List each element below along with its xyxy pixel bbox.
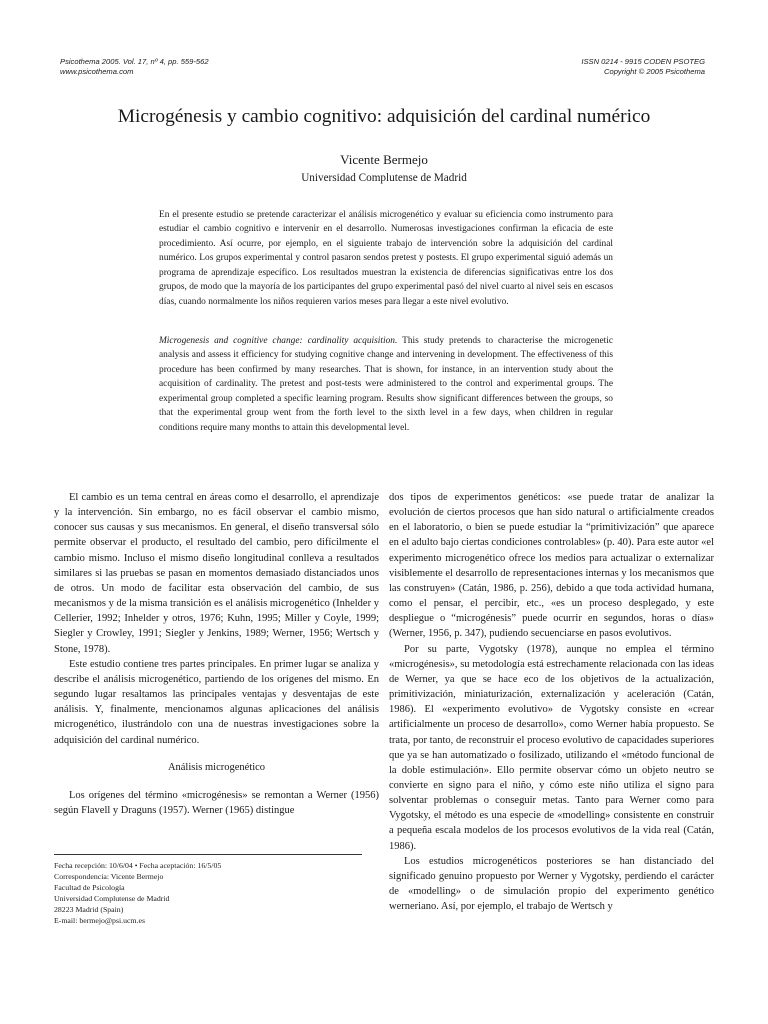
paragraph: Los estudios microgenéticos posteriores se han distanciado del significado genuino propuesto por Werner y Vygotsky, perdiendo el carácter de «modelling» o de simulación propio del experimento genético werneriano. Así, por ejemplo, el trabajo de Wertsch y (389, 855, 714, 913)
correspondence-line: Correspondencia: Vicente Bermejo (54, 871, 164, 881)
paragraph: Los orígenes del término «microgénesis» se remontan a Werner (1956) según Flavell y Draguns (1957). Werner (1965) distingue (54, 789, 379, 816)
paragraph: Este estudio contiene tres partes principales. En primer lugar se analiza y describe el análisis microgenético, partiendo de los orígenes del mismo. En segundo lugar resaltamos las principales ventajas y desventajas de este análisis. Y, finalmente, mencionamos algunas aplicaciones del análisis microgenético, ilustrándolo con una de nuestras investigaciones sobre la adquisición del cardinal numérico. (54, 658, 379, 746)
body-column-left (54, 490, 379, 818)
correspondence-footnote (54, 861, 221, 926)
journal-volume-info: Psicothema 2005. Vol. 17, nº 4, pp. 559-562 (60, 57, 209, 66)
copyright-notice: Copyright © 2005 Psicothema (604, 67, 705, 77)
journal-citation (60, 57, 209, 78)
body-column-right (389, 490, 714, 914)
address-line: 28223 Madrid (Spain) (54, 904, 124, 914)
author-affiliation: Universidad Complutense de Madrid (301, 172, 467, 184)
paragraph: Por su parte, Vygotsky (1978), aunque no emplea el término «microgénesis», su metodología está estrechamente relacionada con las ideas de Werner, ya que se hace eco de los objetivos de la actualización, primitivización, miniaturización, externalización y aceleración (Catán, 1986). El «experimento evolutivo» de Vygotsky consiste en «crear artificialmente un proceso de desarrollo», como Werner había propuesto. Se trata, por tanto, de reconstruir el proceso evolutivo de capacidades superiores que ya se han automatizado o fosilizado, utilizando el «método funcional de la doble estimulación». Ello permite observar cómo un objeto neutro se convierte en signo para el niño, y cómo este niño utiliza el signo para solventar problemas o conseguir metas. Tanto para Werner como para Vygotsky, el método es una especie de «modelling» consistente en construir a pequeña escala modelos de los procesos evolutivos de la vida real (Catán, 1986). (389, 643, 714, 852)
university-line: Universidad Complutense de Madrid (54, 893, 170, 903)
journal-issn (581, 57, 705, 78)
abstract-spanish: En el presente estudio se pretende caracterizar el análisis microgenético y evaluar su eficiencia como instrumento para estudiar el cambio cognitivo e intervenir en el desarrollo. Numerosas investigaciones confirman la eficacia de este procedimiento. Así ocurre, por ejemplo, en el siguiente trabajo de intervención sobre la adquisición del cardinal numérico. Los grupos experimental y control pasaron sendos pretest y postests. El grupo experimental siguió además un programa de aprendizaje específico. Los resultados muestran la existencia de diferencias significativas entre los dos grupos, de modo que la mayoría de los participantes del grupo experimental pasó del nivel cuarto al nivel seis en escasos días, cuando normalmente los niños requieren varios meses para llegar a este nivel evolutivo. (159, 210, 613, 307)
issn-code: ISSN 0214 - 9915 CODEN PSOTEG (581, 57, 705, 66)
author-name: Vicente Bermejo (340, 152, 428, 167)
email-line: E-mail: bermejo@psi.ucm.es (54, 915, 145, 925)
paragraph: El cambio es un tema central en áreas como el desarrollo, el aprendizaje y la intervención. Sin embargo, no es fácil observar el cambio mismo, conocer sus causas y sus mecanismos. En general, el diseño transversal sólo permite observar el producto, el resultado del cambio, pero difícilmente el cambio mismo. Incluso el mismo diseño longitudinal conlleva a resultados similares si las pruebas se pasan en momentos demasiado distanciados unos de otros. Un modo de facilitar esta observación del cambio, de sus mecanismos y de la misma transición es el análisis microgenético (Inhelder y Cellerier, 1992; Inhelder y otros, 1976; Kuhn, 1995; Miller y Coyle, 1999; Siegler y Crowley, 1991; Siegler y Jenkins, 1989; Werner, 1956; Wertsch y Stone, 1978). (54, 492, 379, 655)
abstract-english (159, 334, 613, 435)
footnote-divider (54, 854, 362, 855)
article-title: Microgénesis y cambio cognitivo: adquisición del cardinal numérico (117, 106, 651, 127)
section-heading: Análisis microgenético (167, 761, 266, 773)
abstract-english-body: This study pretends to characterise the microgenetic analysis and assess it efficiency for studying cognitive change and intervening in development. The effectiveness of this procedure has been confirmed by many researches. That is shown, for instance, in an intervention study about the acquisition of cardinality. The pretest and post-tests were administered to the control and experimental groups. The experimental group completed a specific learning program. Results show significant differences between the groups, so that the experimental group went from the forth level to the sixth level in a few days, when children in regular conditions require many months to attain this developmental level. (159, 336, 614, 433)
abstract-english-title: Microgenesis and cognitive change: cardinality acquisition. (159, 336, 398, 346)
received-accepted-dates: Fecha recepción: 10/6/04 • Fecha aceptación: 16/5/05 (54, 861, 222, 870)
journal-website: www.psicothema.com (60, 67, 134, 77)
faculty-line: Facultad de Psicología (54, 882, 125, 892)
paragraph: dos tipos de experimentos genéticos: «se puede tratar de analizar la evolución de ciertos procesos que han sido natural o artificialmente creados en el laboratorio, o bien se puede estudiar la “primitivización” que aparece en el adulto bajo ciertas condiciones controlables» (p. 40). Para este autor «el experimento microgenético ofrece los medios para actualizar o externalizar visiblemente el desarrollo de representaciones internas y los mecanismos que las construyen» (Catán, 1986, p. 256), debido a que toda actividad humana, como el pensar, el percibir, etc., «es un proceso desplegado, y este despliegue o “microgénesis” puede ocurrir en segundos, horas o días» (Werner, 1956, p. 347), pudiendo secuenciarse en pasos evolutivos. (389, 492, 714, 640)
